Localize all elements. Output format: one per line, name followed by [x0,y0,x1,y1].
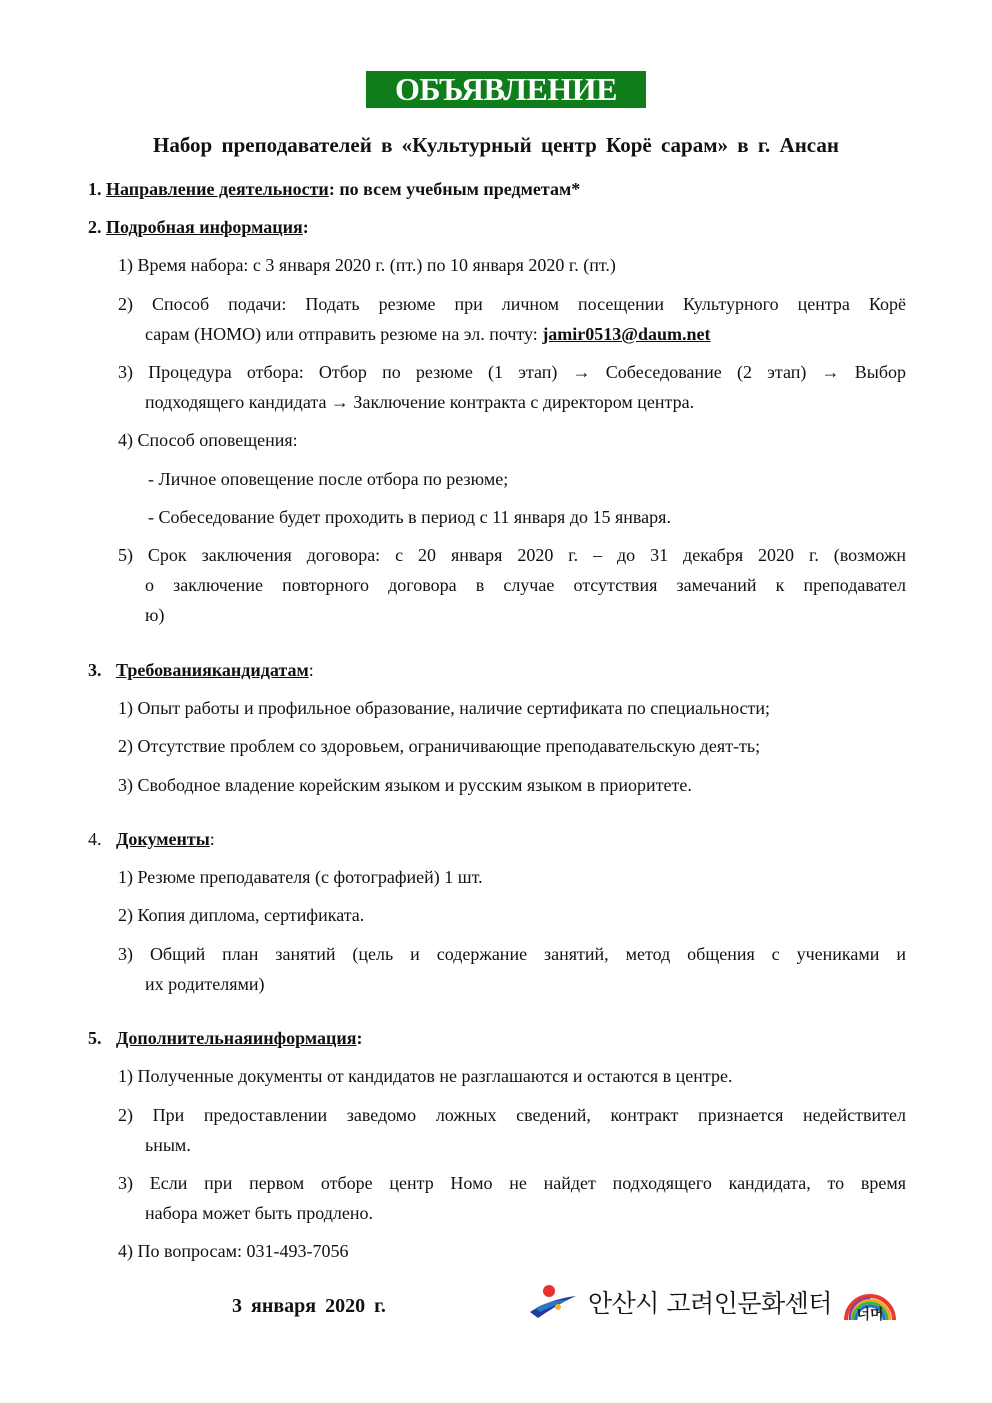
section-5-colon: : [356,1028,363,1048]
section-3-colon: : [308,660,314,680]
ansan-city-emblem-icon [528,1282,578,1322]
section-5-heading: Дополнительнаяинформация [116,1028,357,1048]
section-1-colon: : [328,179,335,199]
s2-item-4: 4) Способ оповещения: [118,430,298,450]
s4-item-2: 2) Копия диплома, сертификата. [118,905,365,925]
announcement-title-banner [366,71,646,108]
section-5-header [88,1023,362,1053]
section-2-colon: : [302,217,309,237]
s2-item-1: 1) Время набора: с 3 января 2020 г. (пт.) по 10 января 2020 г. (пт.) [118,255,616,275]
s2-item-2-text: сарам (HOMO) или отправить резюме на эл. почту: [145,324,543,344]
section-3-heading: Требованиякандидатам [116,660,309,680]
badge-text: 너머 [856,1307,884,1323]
center-logo-text: 안산시 고려인문화센터 [588,1289,832,1318]
section-1-text: по всем учебным предметам* [334,179,581,199]
s2-item-3-line-2: подходящего кандидата → Заключение контракта с директором центра. [145,392,695,412]
section-1-number: 1. [88,179,102,199]
s5-item-2-line-1: 2) При предоставлении заведомо ложных сведений, контракт признается недействител [118,1105,906,1125]
s4-item-1: 1) Резюме преподавателя (с фотографией) 1 шт. [118,867,483,887]
section-2-number: 2. [88,217,102,237]
s5-item-3-line-1: 3) Если при первом отборе центр Номо не найдет подходящего кандидата, то время [118,1173,906,1193]
s5-item-4: 4) По вопросам: 031-493-7056 [118,1241,349,1261]
s2-item-3-line-1: 3) Процедура отбора: Отбор по резюме (1 этап) → Собеседование (2 этап) → Выбор [118,362,906,382]
s2-item-2-line-2 [145,319,711,349]
s5-item-2-line-2: ьным. [145,1135,191,1155]
s4-item-3-line-1: 3) Общий план занятий (цель и содержание занятий, метод общения с учениками и [118,944,906,964]
section-4-heading: Документы [116,829,210,849]
s5-item-3-line-2: набора может быть продлено. [145,1203,373,1223]
section-3-header [88,655,314,685]
s2-item-2-line-1: 2) Способ подачи: Подать резюме при личном посещении Культурного центра Корё [118,294,906,314]
announcement-subtitle: Набор преподавателей в «Культурный центр Корё сарам» в г. Ансан [153,133,839,157]
s5-item-1: 1) Полученные документы от кандидатов не разглашаются и остаются в центре. [118,1066,733,1086]
announcement-title: ОБЪЯВЛЕНИЕ [395,71,617,107]
s3-item-2: 2) Отсутствие проблем со здоровьем, ограничивающие преподавательскую деят-ть; [118,736,761,756]
s3-item-3: 3) Свободное владение корейским языком и русским языком в приоритете. [118,775,692,795]
homo-rainbow-badge-icon [840,1280,900,1324]
email-link[interactable]: jamir0513@daum.net [542,324,711,344]
announcement-date: 3 января 2020 г. [232,1295,386,1317]
section-4-colon: : [209,829,215,849]
s3-item-1: 1) Опыт работы и профильное образование, наличие сертификата по специальности; [118,698,771,718]
s2-item-4-dash-2: - Собеседование будет проходить в период с 11 января до 15 января. [148,507,671,527]
section-1 [88,174,580,204]
section-5-number: 5. [88,1028,102,1048]
s2-item-4-dash-1: - Личное оповещение после отбора по резюме; [148,469,509,489]
section-3-number: 3. [88,660,102,680]
section-4-header [88,824,215,854]
section-4-number: 4. [88,829,102,849]
center-logo [528,1278,908,1326]
s4-item-3-line-2: их родителями) [145,974,265,994]
s2-item-5-line-1: 5) Срок заключения договора: с 20 января 2020 г. – до 31 декабря 2020 г. (возможн [118,545,906,565]
section-2-heading: Подробная информация [106,217,303,237]
section-1-heading: Направление деятельности [106,179,329,199]
s2-item-5-line-2: о заключение повторного договора в случае отсутствия замечаний к преподавател [145,575,906,595]
s2-item-5-line-3: ю) [145,605,165,625]
section-2-header [88,212,309,242]
